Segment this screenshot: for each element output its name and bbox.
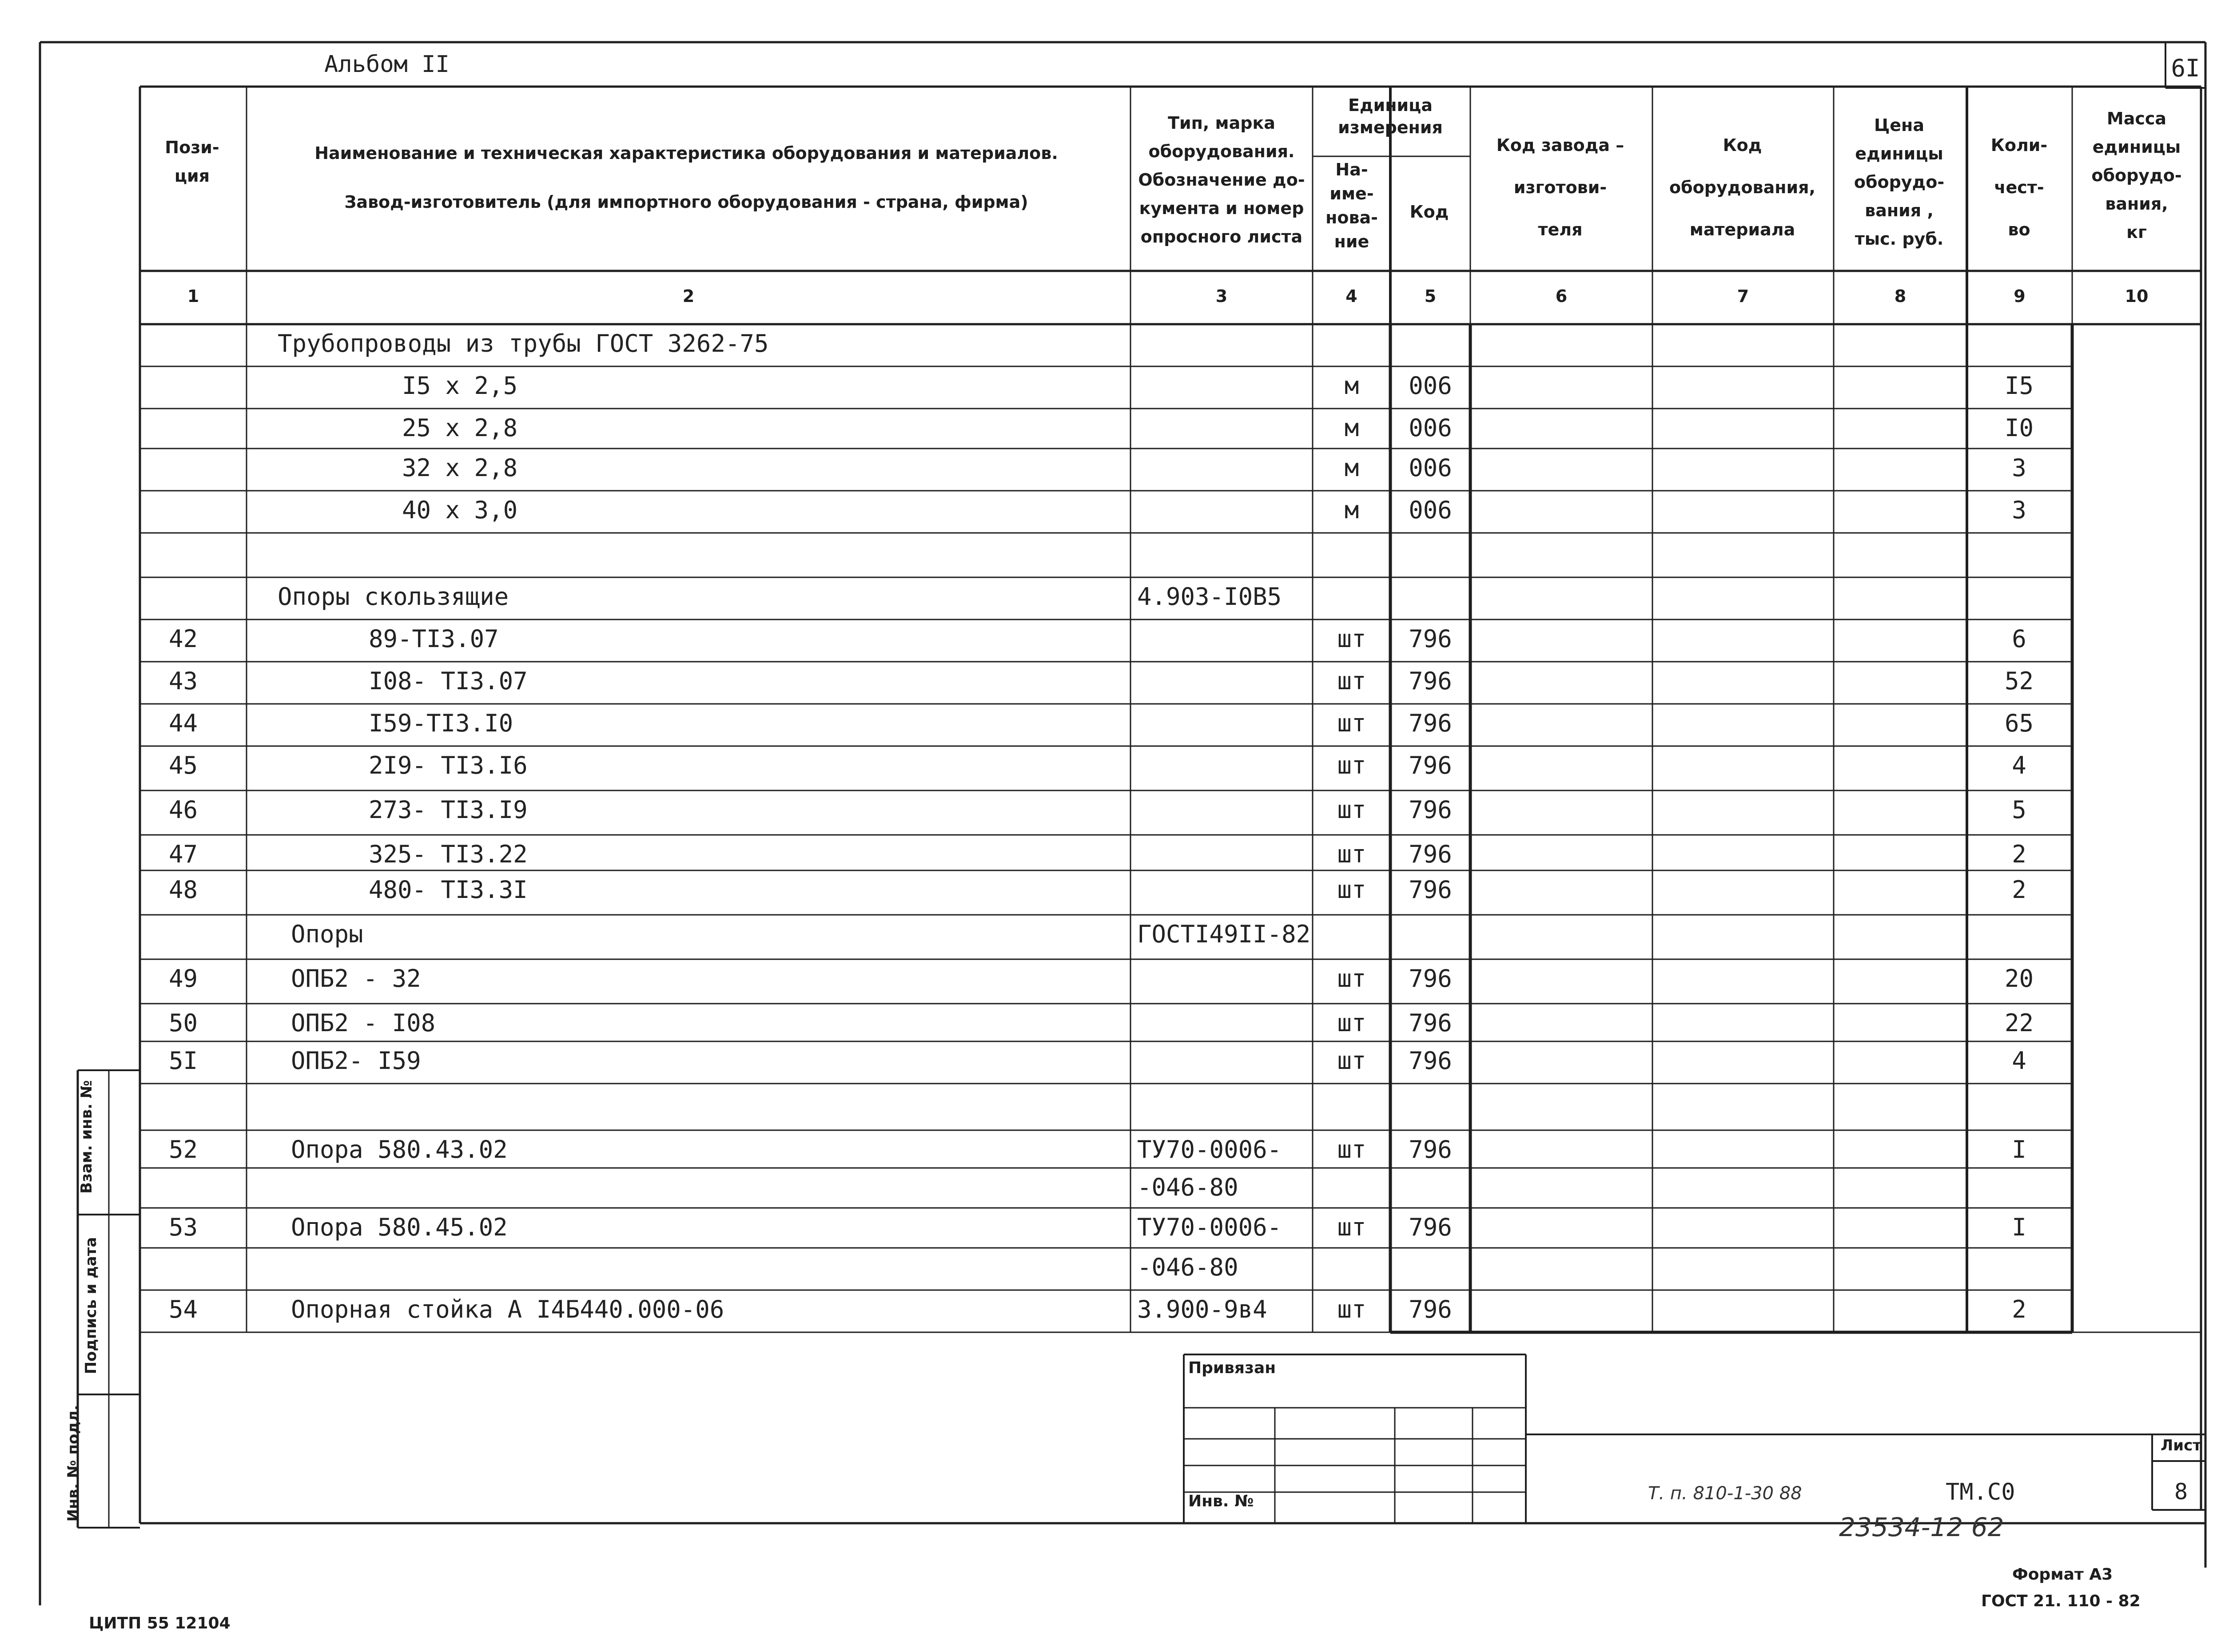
- row-quantity: 4: [2012, 751, 2026, 779]
- row-quantity: 2: [2012, 1295, 2026, 1323]
- row-unit: шт: [1337, 667, 1366, 695]
- row-quantity: 5: [2012, 796, 2026, 824]
- row-position: 53: [169, 1213, 198, 1241]
- row-position: 44: [169, 709, 198, 737]
- row-name: 25 x 2,8: [402, 414, 518, 442]
- column-number: 7: [1737, 286, 1749, 306]
- row-position: 48: [169, 876, 198, 904]
- row-quantity: 52: [2004, 667, 2034, 695]
- row-document: 4.903-I0B5: [1137, 583, 1282, 611]
- row-name: 480- TI3.3I: [369, 876, 528, 904]
- header-unit-code: Код: [1409, 202, 1449, 222]
- row-name: I08- TI3.07: [369, 667, 528, 695]
- row-code: 006: [1409, 496, 1452, 524]
- row-document: -046-80: [1137, 1253, 1238, 1281]
- row-code: 796: [1409, 965, 1452, 993]
- album-title: Альбом II: [324, 51, 450, 78]
- header-quantity: Коли- чест- во: [1990, 135, 2048, 239]
- header-unit-group: Единица измерения: [1338, 95, 1443, 137]
- row-code: 006: [1409, 372, 1452, 400]
- row-code: 796: [1409, 840, 1452, 868]
- row-unit: шт: [1337, 1047, 1366, 1075]
- row-unit: шт: [1337, 796, 1366, 824]
- header-equipment-code: Код оборудования, материала: [1669, 135, 1815, 239]
- column-number: 9: [2014, 286, 2026, 306]
- row-quantity: I: [2012, 1213, 2026, 1241]
- row-unit: шт: [1337, 840, 1366, 868]
- row-position: 47: [169, 840, 198, 868]
- row-code: 796: [1409, 796, 1452, 824]
- sheet-corner-number: 6I: [2171, 54, 2200, 82]
- column-number: 3: [1215, 286, 1228, 306]
- header-unit-name: На- име- нова- ние: [1325, 160, 1378, 251]
- row-document: 3.900-9в4: [1137, 1295, 1267, 1323]
- header-price: Цена единицы оборудо- вания , тыс. руб.: [1854, 115, 1945, 249]
- list-label: Лист: [2161, 1437, 2201, 1454]
- column-number: 5: [1424, 286, 1437, 306]
- row-unit: м: [1344, 496, 1359, 524]
- row-position: 54: [169, 1295, 198, 1323]
- row-name: Трубопроводы из трубы ГОСТ 3262-75: [278, 330, 769, 357]
- row-unit: шт: [1337, 1136, 1366, 1164]
- row-document: ТУ70-0006-: [1137, 1213, 1282, 1241]
- header-name: Наименование и техническая характеристика оборудования и материалов. Завод-изготовитель (для импортного оборудования - страна, фирма): [314, 143, 1058, 212]
- column-number: 8: [1894, 286, 1907, 306]
- row-document: ТУ70-0006-: [1137, 1136, 1282, 1164]
- row-name: ОПБ2- I59: [291, 1047, 421, 1075]
- row-name: I5 x 2,5: [402, 372, 518, 400]
- row-code: 796: [1409, 1213, 1452, 1241]
- row-code: 796: [1409, 876, 1452, 904]
- side-stamp-vzam: Взам. инв. №: [78, 1080, 96, 1194]
- header-factory-code: Код завода – изготови- теля: [1496, 135, 1624, 239]
- row-name: 2I9- TI3.I6: [369, 751, 528, 779]
- row-quantity: 65: [2004, 709, 2034, 737]
- header-position: Пози- ция: [165, 138, 219, 186]
- row-document: -046-80: [1137, 1173, 1238, 1201]
- row-position: 46: [169, 796, 198, 824]
- row-name: ОПБ2 - I08: [291, 1009, 436, 1037]
- row-quantity: 2: [2012, 840, 2026, 868]
- row-quantity: 2: [2012, 876, 2026, 904]
- row-name: Опорная стойка А I4Б440.000-06: [291, 1295, 724, 1323]
- row-name: I59-TI3.I0: [369, 709, 513, 737]
- row-code: 796: [1409, 1009, 1452, 1037]
- row-position: 5I: [169, 1047, 198, 1075]
- row-position: 45: [169, 751, 198, 779]
- row-unit: шт: [1337, 709, 1366, 737]
- row-quantity: I0: [2004, 414, 2034, 442]
- list-number: 8: [2174, 1479, 2188, 1505]
- column-number: 1: [187, 286, 199, 306]
- row-unit: шт: [1337, 965, 1366, 993]
- row-quantity: 4: [2012, 1047, 2026, 1075]
- row-name: 32 x 2,8: [402, 454, 518, 482]
- row-name: 89-TI3.07: [369, 625, 499, 653]
- row-position: 50: [169, 1009, 198, 1037]
- row-name: Опора 580.45.02: [291, 1213, 508, 1241]
- row-name: Опоры скользящие: [278, 583, 509, 611]
- row-code: 796: [1409, 1136, 1452, 1164]
- row-name: 325- TI3.22: [369, 840, 528, 868]
- row-position: 52: [169, 1136, 198, 1164]
- column-number: 10: [2125, 286, 2149, 306]
- row-code: 796: [1409, 709, 1452, 737]
- citp-label: ЦИТП 55 12104: [89, 1614, 231, 1632]
- document-mark: ТМ.С0: [1946, 1479, 2015, 1505]
- row-name: Опоры: [291, 920, 363, 948]
- row-quantity: I: [2012, 1136, 2026, 1164]
- row-code: 006: [1409, 454, 1452, 482]
- row-code: 796: [1409, 751, 1452, 779]
- project-number-handwritten: Т. п. 810-1-30 88: [1648, 1483, 1802, 1504]
- row-name: Опора 580.43.02: [291, 1136, 508, 1164]
- row-unit: м: [1344, 372, 1359, 400]
- row-document: ГОСТI49II-82: [1137, 920, 1311, 948]
- row-unit: шт: [1337, 625, 1366, 653]
- row-unit: шт: [1337, 751, 1366, 779]
- format-label: Формат А3: [2012, 1565, 2113, 1584]
- column-number: 2: [682, 286, 695, 306]
- title-block-inv-no: Инв. №: [1188, 1492, 1254, 1510]
- row-unit: шт: [1337, 1213, 1366, 1241]
- row-code: 796: [1409, 1047, 1452, 1075]
- side-stamp-podpis: Подпись и дата: [82, 1237, 100, 1374]
- row-code: 796: [1409, 667, 1452, 695]
- row-unit: шт: [1337, 876, 1366, 904]
- row-quantity: 20: [2004, 965, 2034, 993]
- row-quantity: 3: [2012, 454, 2026, 482]
- row-unit: м: [1344, 454, 1359, 482]
- row-quantity: 6: [2012, 625, 2026, 653]
- row-quantity: 22: [2004, 1009, 2034, 1037]
- side-stamp-inv: Инв. № подл.: [64, 1405, 82, 1522]
- row-unit: шт: [1337, 1295, 1366, 1323]
- title-block-privyazan: Привязан: [1188, 1359, 1276, 1377]
- row-quantity: I5: [2004, 372, 2034, 400]
- row-code: 796: [1409, 1295, 1452, 1323]
- column-number: 6: [1555, 286, 1568, 306]
- row-position: 43: [169, 667, 198, 695]
- row-position: 42: [169, 625, 198, 653]
- header-type: Тип, марка оборудования. Обозначение до- кумента и номер опросного листа: [1138, 113, 1305, 246]
- row-unit: шт: [1337, 1009, 1366, 1037]
- column-number: 4: [1345, 286, 1357, 306]
- row-position: 49: [169, 965, 198, 993]
- row-name: 40 x 3,0: [402, 496, 518, 524]
- gost-label: ГОСТ 21. 110 - 82: [1981, 1592, 2141, 1610]
- row-code: 796: [1409, 625, 1452, 653]
- header-mass: Масса единицы оборудо- вания, кг: [2091, 109, 2182, 242]
- row-name: 273- TI3.I9: [369, 796, 528, 824]
- handwritten-registration-number: 23534-12 62: [1839, 1512, 2004, 1542]
- row-code: 006: [1409, 414, 1452, 442]
- row-unit: м: [1344, 414, 1359, 442]
- row-quantity: 3: [2012, 496, 2026, 524]
- row-name: ОПБ2 - 32: [291, 965, 421, 993]
